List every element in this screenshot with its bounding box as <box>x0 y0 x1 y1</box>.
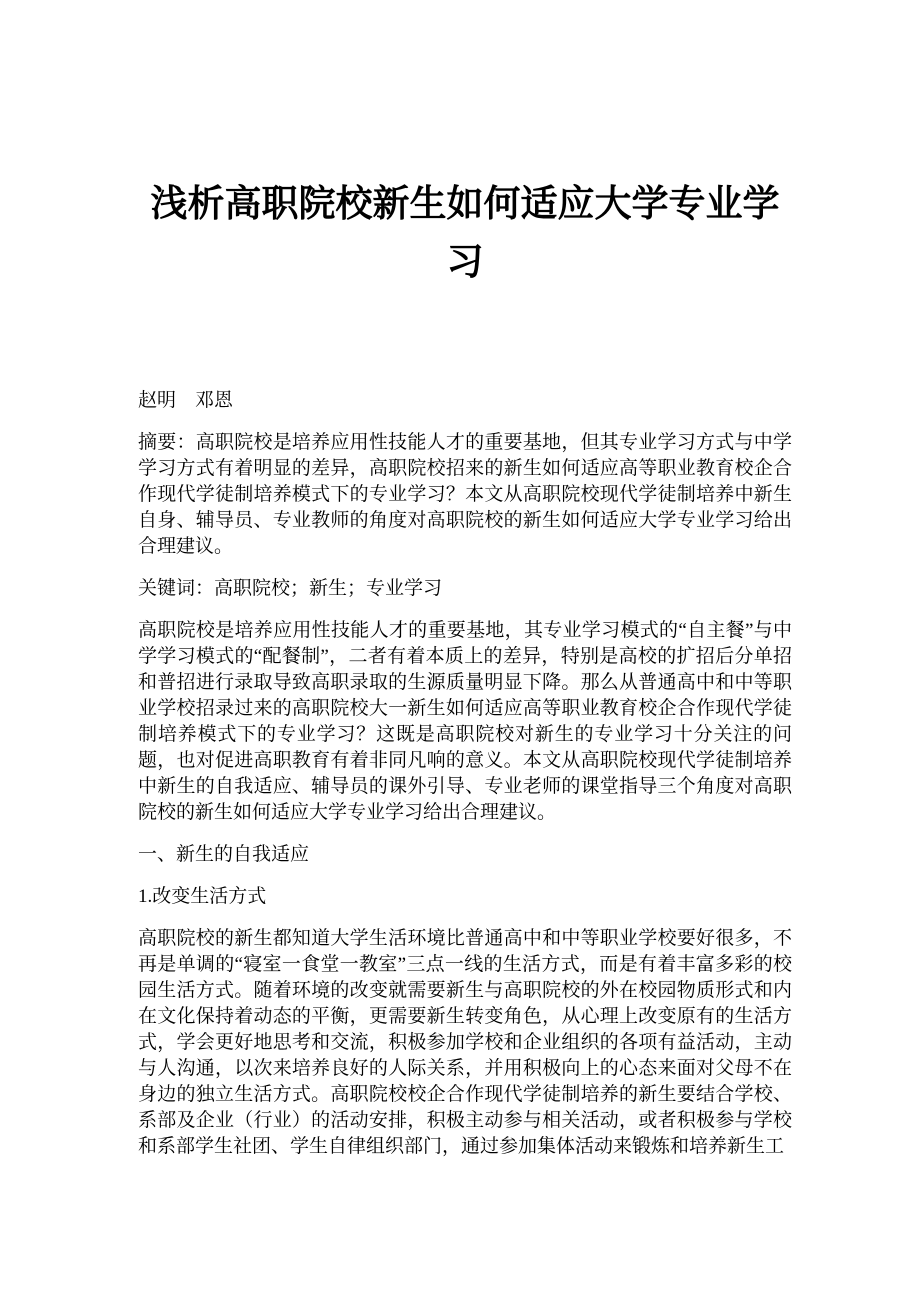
document-title: 浅析高职院校新生如何适应大学专业学习 <box>150 184 780 283</box>
intro-paragraph: 高职院校是培养应用性技能人才的重要基地，其专业学习模式的“自主餐”与中学学习模式的“配餐制”，二者有着本质上的差异，特别是高校的扩招后分单招和普招进行录取导致高职录取的生源质量明显下降。那么从普通高中和中等职业学校招录过来的高职院校大一新生如何适应高等职业教育校企合作现代学徒制培养模式下的专业学习？这既是高职院校对新生的专业学习十分关注的问题，也对促进高职教育有着非同凡响的意义。本文从高职院校现代学徒制培养中新生的自我适应、辅导员的课外引导、专业老师的课堂指导三个角度对高职院校的新生如何适应大学专业学习给出合理建议。 <box>138 620 792 823</box>
keywords-line: 关键词：高职院校；新生；专业学习 <box>138 578 443 599</box>
section-heading: 一、新生的自我适应 <box>138 844 310 865</box>
subsection-heading: 1.改变生活方式 <box>138 886 267 907</box>
author-line: 赵明 邓恩 <box>138 390 234 411</box>
abstract-paragraph: 摘要：高职院校是培养应用性技能人才的重要基地，但其专业学习方式与中学学习方式有着明显的差异，高职院校招来的新生如何适应高等职业教育校企合作现代学徒制培养模式下的专业学习？本文从高职院校现代学徒制培养中新生自身、辅导员、专业教师的角度对高职院校的新生如何适应大学专业学习给出合理建议。 <box>138 432 792 557</box>
body-paragraph: 高职院校的新生都知道大学生活环境比普通高中和中等职业学校要好很多，不再是单调的“寝室一食堂一教室”三点一线的生活方式，而是有着丰富多彩的校园生活方式。随着环境的改变就需要新生与高职院校的外在校园物质形式和内在文化保持着动态的平衡，更需要新生转变角色，从心理上改变原有的生活方式，学会更好地思考和交流，积极参加学校和企业组织的各项有益活动，主动与人沟通，以次来培养良好的人际关系，并用积极向上的心态来面对父母不在身边的独立生活方式。高职院校校企合作现代学徒制培养的新生要结合学校、系部及企业（行业）的活动安排，积极主动参与相关活动，或者积极参与学校和系部学生社团、学生自律组织部门，通过参加集体活动来锻炼和培养新生工 <box>138 928 792 1157</box>
